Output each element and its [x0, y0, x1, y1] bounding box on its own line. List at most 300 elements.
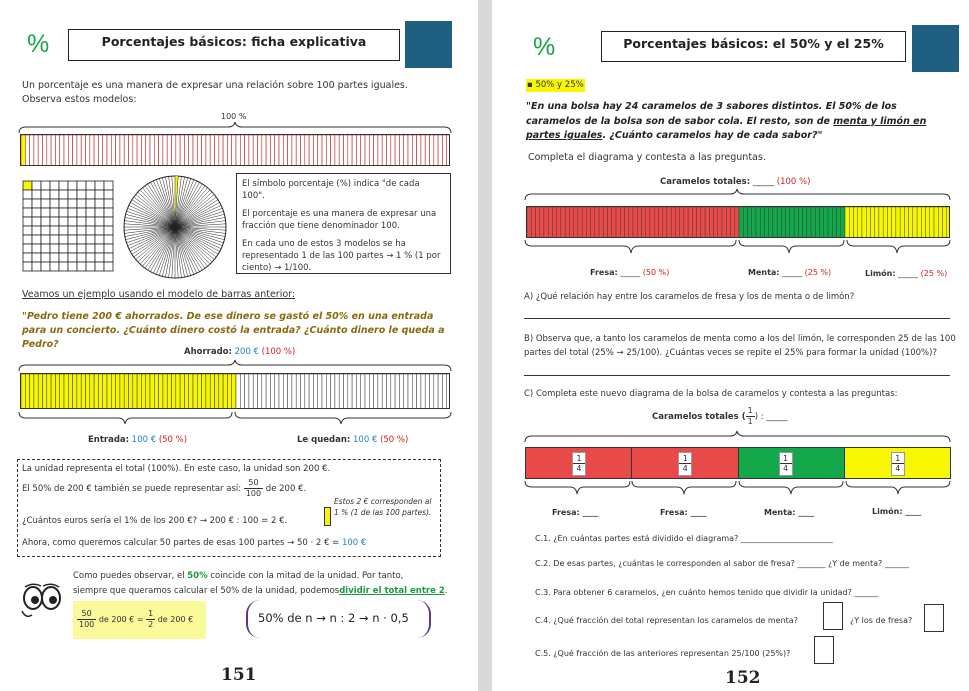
grid-cell — [41, 181, 50, 190]
grid-cell — [68, 208, 77, 217]
question-c1: C.1. ¿En cuántas partes está dividido el diagrama? _______________________ — [535, 534, 833, 543]
grid-cell — [23, 262, 32, 271]
bar-part — [38, 135, 42, 166]
savings-part — [150, 374, 154, 409]
grid-cell — [95, 181, 104, 190]
grid-cell — [95, 235, 104, 244]
candy-part — [917, 207, 921, 238]
question-b-2: partes del total (25% → 25/100). ¿Cuántas veces se repite el 25% para formar la unidad (100%)? — [524, 348, 937, 358]
candy-part — [650, 207, 654, 238]
candy-part — [527, 207, 531, 238]
frac-num: 50 — [244, 478, 263, 489]
candy-part — [853, 207, 857, 238]
candy-part — [803, 207, 807, 238]
savings-part — [404, 374, 408, 409]
bar-part — [408, 135, 412, 166]
savings-part — [395, 374, 399, 409]
savings-part — [331, 374, 335, 409]
savings-part — [339, 374, 343, 409]
candy-part — [752, 207, 756, 238]
bar-part — [98, 135, 102, 166]
candy-part — [875, 207, 879, 238]
grid-cell — [41, 253, 50, 262]
candy-part — [798, 207, 802, 238]
limon-label: Limón: — [865, 269, 896, 278]
total2-end: ) : _____ — [754, 412, 788, 422]
bar-part — [421, 135, 425, 166]
candy-part — [807, 207, 811, 238]
savings-part — [288, 374, 292, 409]
bar-part — [210, 135, 214, 166]
grid-cell — [77, 235, 86, 244]
grid-cell — [23, 181, 32, 190]
candy-part — [811, 207, 815, 238]
problem-text — [526, 100, 946, 144]
bar-part — [245, 135, 249, 166]
quarter-den: 4 — [895, 464, 901, 473]
page-151 — [0, 0, 478, 691]
candy-part — [735, 207, 739, 238]
candy-part — [828, 207, 832, 238]
grid-cell — [95, 253, 104, 262]
bar-part — [275, 135, 279, 166]
savings-part — [55, 374, 59, 409]
candy-part — [731, 207, 735, 238]
final-2a: siempre que queramos calcular el 50% de la unidad, podemos — [73, 586, 340, 596]
seg-limon: Limón: ____ — [872, 507, 922, 516]
saved-pct: (100 %) — [261, 347, 296, 357]
bar-part — [55, 135, 59, 166]
savings-part — [184, 374, 188, 409]
seg-fresa-1: Fresa: ____ — [552, 508, 599, 517]
candy-part — [608, 207, 612, 238]
grid-cell — [23, 208, 32, 217]
answer-box-menta[interactable] — [823, 602, 843, 630]
savings-part — [51, 374, 55, 409]
box-text-2a: El 50% de 200 € también se puede representar así: — [22, 484, 242, 494]
bar-part — [116, 135, 120, 166]
grid-cell — [23, 190, 32, 199]
bar-part — [344, 135, 348, 166]
candy-part — [531, 207, 535, 238]
savings-part — [335, 374, 339, 409]
quarters-brace — [524, 481, 952, 497]
candy-part — [557, 207, 561, 238]
savings-part — [292, 374, 296, 409]
candy-part — [756, 207, 760, 238]
equation — [77, 609, 193, 630]
grid-cell — [50, 190, 59, 199]
savings-part — [249, 374, 253, 409]
bar-part — [292, 135, 296, 166]
section-tag: ▪ 50% y 25% — [527, 80, 584, 90]
grid-cell — [41, 190, 50, 199]
bar-part — [266, 135, 270, 166]
grid-cell — [41, 208, 50, 217]
savings-part — [137, 374, 141, 409]
savings-part — [245, 374, 249, 409]
total2-line — [652, 406, 788, 427]
candy-part — [769, 207, 773, 238]
candy-part — [930, 207, 934, 238]
candy-part — [824, 207, 828, 238]
savings-part — [180, 374, 184, 409]
candy-split-brace — [524, 240, 952, 256]
fresa-pct: (50 %) — [642, 268, 670, 277]
quarter-label-box — [572, 452, 586, 476]
total2-brace — [524, 431, 952, 443]
grid-cell — [59, 199, 68, 208]
candy-part — [896, 207, 900, 238]
grid-cell — [95, 244, 104, 253]
eq-text1: de 200 € = — [98, 615, 144, 624]
grid-cell — [41, 217, 50, 226]
bar-part — [172, 135, 176, 166]
bar-part — [167, 135, 171, 166]
formula-box — [246, 600, 431, 638]
candy-part — [552, 207, 556, 238]
grid-cell — [50, 262, 59, 271]
fresa-label: Fresa: — [590, 268, 618, 277]
bar-part — [30, 135, 34, 166]
savings-part — [215, 374, 219, 409]
grid-cell — [32, 226, 41, 235]
page-title: Porcentajes básicos: ficha explicativa — [68, 29, 400, 61]
grid-cell — [50, 199, 59, 208]
page-number-left: 151 — [221, 665, 257, 685]
bar-part — [331, 135, 335, 166]
bar-part — [68, 135, 72, 166]
box-text-4a: Ahora, como queremos calcular 50 partes de esas 100 partes → 50 · 2 € = — [22, 538, 340, 548]
bar-part — [124, 135, 128, 166]
box-text-4 — [22, 537, 366, 550]
bar-part — [176, 135, 180, 166]
savings-part — [64, 374, 68, 409]
savings-part — [219, 374, 223, 409]
grid-cell — [95, 208, 104, 217]
bar-100-label: 100 % — [221, 112, 247, 121]
grid-cell — [41, 199, 50, 208]
grid-cell — [23, 244, 32, 253]
equation-highlight — [73, 601, 206, 639]
grid-cell — [104, 181, 113, 190]
savings-part — [116, 374, 120, 409]
bar-part — [25, 135, 29, 166]
grid-cell — [32, 253, 41, 262]
answer-box-c5[interactable] — [814, 636, 834, 664]
savings-part — [30, 374, 34, 409]
savings-part — [206, 374, 210, 409]
grid-cell — [32, 199, 41, 208]
savings-part — [344, 374, 348, 409]
candy-part — [845, 207, 849, 238]
grid-cell — [104, 226, 113, 235]
savings-part — [361, 374, 365, 409]
grid-cell — [86, 244, 95, 253]
bar-part — [90, 135, 94, 166]
grid-cell — [68, 199, 77, 208]
bar-part — [94, 135, 98, 166]
candy-part — [883, 207, 887, 238]
bar-part — [202, 135, 206, 166]
candy-part — [909, 207, 913, 238]
problem-2: . ¿Cuánto caramelos hay de cada sabor?" — [602, 130, 823, 141]
menta-line — [748, 266, 831, 279]
bar-part — [262, 135, 266, 166]
candy-part — [548, 207, 552, 238]
savings-part — [283, 374, 287, 409]
saved-line — [184, 346, 295, 359]
grid-cell — [77, 253, 86, 262]
candy-part — [790, 207, 794, 238]
question-c3: C.3. Para obtener 6 caramelos, ¿en cuánto hemos tenido que dividir la unidad? ______ — [535, 588, 879, 597]
question-c4b: ¿Y los de fresa? — [850, 616, 913, 625]
grid-cell — [68, 226, 77, 235]
total-line — [660, 176, 810, 189]
yellow-unit-marker — [324, 507, 331, 526]
savings-part — [111, 374, 115, 409]
candy-part — [747, 207, 751, 238]
bar-part — [103, 135, 107, 166]
candy-part — [620, 207, 624, 238]
bar-part — [120, 135, 124, 166]
savings-part — [103, 374, 107, 409]
answer-line-a[interactable] — [524, 318, 950, 319]
total2-num: 1 — [747, 406, 753, 415]
candy-part — [675, 207, 679, 238]
grid-cell — [86, 235, 95, 244]
savings-part — [159, 374, 163, 409]
savings-part — [81, 374, 85, 409]
grid-cell — [50, 226, 59, 235]
candy-part — [841, 207, 845, 238]
savings-part — [434, 374, 438, 409]
bar-part — [21, 135, 25, 166]
savings-part — [73, 374, 77, 409]
savings-part — [442, 374, 446, 409]
savings-part — [262, 374, 266, 409]
candy-part — [714, 207, 718, 238]
grid-cell — [41, 226, 50, 235]
box-text-4b: 100 € — [341, 538, 367, 548]
limon-blank: _____ — [898, 269, 919, 278]
bar-part — [184, 135, 188, 166]
bar-part — [34, 135, 38, 166]
savings-part — [438, 374, 442, 409]
bar-part — [47, 135, 51, 166]
bar-part — [270, 135, 274, 166]
quarter-label-box — [678, 452, 692, 476]
savings-part — [21, 374, 25, 409]
savings-part — [356, 374, 360, 409]
grid-cell — [68, 235, 77, 244]
bar-part — [107, 135, 111, 166]
grid-cell — [68, 262, 77, 271]
bar-part — [236, 135, 240, 166]
savings-part — [430, 374, 434, 409]
bar-part — [232, 135, 236, 166]
info-text-1: El símbolo porcentaje (%) indica "de cada 100". — [242, 179, 420, 201]
candy-part — [612, 207, 616, 238]
quarter-fraction — [679, 454, 691, 473]
savings-part — [369, 374, 373, 409]
candy-bar-model — [526, 206, 950, 238]
candy-part — [870, 207, 874, 238]
bar-part — [129, 135, 133, 166]
frac-den: 100 — [245, 489, 262, 498]
quarter-fresa-2 — [632, 448, 738, 478]
candy-part — [921, 207, 925, 238]
savings-part — [146, 374, 150, 409]
menta-blank: _____ — [782, 268, 803, 277]
candy-part — [794, 207, 798, 238]
grid-cell — [23, 226, 32, 235]
candy-part — [773, 207, 777, 238]
answer-box-fresa[interactable] — [924, 604, 944, 632]
box-text-1: La unidad representa el total (100%). En este caso, la unidad son 200 €. — [22, 464, 331, 474]
candy-part — [697, 207, 701, 238]
grid-cell — [59, 226, 68, 235]
bar-part — [335, 135, 339, 166]
question-b-1: B) Observa que, a tanto los caramelos de menta como a los del limón, le corresponden 25 de las 100 — [524, 334, 956, 344]
saved-label: Ahorrado: — [184, 347, 232, 357]
candy-part — [654, 207, 658, 238]
candy-part — [680, 207, 684, 238]
savings-part — [378, 374, 382, 409]
bar-part — [369, 135, 373, 166]
candy-part — [684, 207, 688, 238]
candy-part — [934, 207, 938, 238]
savings-part — [374, 374, 378, 409]
grid-cell — [59, 235, 68, 244]
savings-part — [210, 374, 214, 409]
savings-part — [447, 374, 450, 409]
bar-part — [86, 135, 90, 166]
savings-part — [107, 374, 111, 409]
savings-part — [120, 374, 124, 409]
savings-part — [193, 374, 197, 409]
bar-part — [339, 135, 343, 166]
candy-part — [535, 207, 539, 238]
grid-cell — [86, 199, 95, 208]
grid-cell — [104, 253, 113, 262]
bar-part — [137, 135, 141, 166]
candy-part — [663, 207, 667, 238]
candy-part — [603, 207, 607, 238]
bar-part — [288, 135, 292, 166]
example-problem: "Pedro tiene 200 € ahorrados. De ese dinero se gastó el 50% en una entrada para un concierto. ¿Cuánto dinero costó la entrada? ¿Cuánto dinero le queda a Pedro? — [22, 311, 445, 350]
grid-cell — [86, 262, 95, 271]
candy-part — [777, 207, 781, 238]
bar-part — [193, 135, 197, 166]
candy-part — [578, 207, 582, 238]
candy-part — [887, 207, 891, 238]
candy-part — [544, 207, 548, 238]
grid-cell — [86, 253, 95, 262]
answer-line-b[interactable] — [524, 375, 950, 376]
savings-part — [275, 374, 279, 409]
remaining-line — [297, 434, 408, 447]
quarter-fraction — [892, 454, 904, 473]
grid-cell — [59, 217, 68, 226]
bar-part — [438, 135, 442, 166]
grid-cell — [32, 181, 41, 190]
candy-part — [633, 207, 637, 238]
savings-part — [382, 374, 386, 409]
savings-part — [236, 374, 240, 409]
candy-part — [879, 207, 883, 238]
grid-cell — [77, 244, 86, 253]
box-text-3: ¿Cuántos euros sería el 1% de los 200 €? → 200 € : 100 = 2 €. — [22, 516, 288, 526]
savings-part — [391, 374, 395, 409]
box-note: Estos 2 € corresponden al 1 % (1 de las 100 partes). — [334, 497, 432, 517]
bar-part — [253, 135, 257, 166]
formula-text: 50% de n → n : 2 → n · 0,5 — [258, 611, 409, 625]
candy-part — [540, 207, 544, 238]
eq-frac-1 — [77, 609, 96, 630]
eq-den2: 2 — [148, 620, 154, 629]
info-text-2: El porcentaje es una manera de expresar una fracción que tiene denominador 100. — [242, 209, 437, 231]
quarter-den: 4 — [576, 464, 582, 473]
grid-cell — [95, 217, 104, 226]
candy-part — [913, 207, 917, 238]
candy-part — [866, 207, 870, 238]
candy-part — [862, 207, 866, 238]
problem-underlined: menta y limón en partes iguales — [526, 115, 927, 141]
info-text-3: En cada uno de estos 3 modelos se ha representado 1 de las 100 partes → 1 % (1 por ciento) → 1/100. — [242, 239, 441, 273]
eq-num1: 50 — [77, 609, 96, 620]
savings-part — [133, 374, 137, 409]
bar-part — [240, 135, 244, 166]
grid-cell — [23, 199, 32, 208]
quarter-menta — [739, 448, 845, 478]
final-text-1 — [73, 570, 403, 583]
grid-cell — [104, 190, 113, 199]
quarter-num: 1 — [679, 454, 691, 464]
savings-part — [223, 374, 227, 409]
bar-part — [442, 135, 446, 166]
grid-cell — [95, 190, 104, 199]
bar-part — [430, 135, 434, 166]
grid-cell — [23, 253, 32, 262]
candy-part — [892, 207, 896, 238]
page-title: Porcentajes básicos: el 50% y el 25% — [601, 31, 906, 62]
grid-cell — [86, 208, 95, 217]
candy-part — [781, 207, 785, 238]
savings-part — [318, 374, 322, 409]
grid-cell — [32, 217, 41, 226]
bar-part — [43, 135, 47, 166]
fresa-blank: _____ — [620, 268, 641, 277]
candy-part — [658, 207, 662, 238]
bar-part — [399, 135, 403, 166]
total-label: Caramelos totales: — [660, 177, 751, 187]
grid-cell — [68, 253, 77, 262]
savings-part — [387, 374, 391, 409]
bar-part — [258, 135, 262, 166]
bar-part — [387, 135, 391, 166]
total2-den: 1 — [747, 417, 753, 426]
bar-part — [352, 135, 356, 166]
bar-part — [60, 135, 64, 166]
page-152 — [492, 0, 969, 691]
candy-part — [561, 207, 565, 238]
savings-part — [68, 374, 72, 409]
final-1a: Como puedes observar, el — [73, 571, 185, 581]
savings-part — [270, 374, 274, 409]
savings-part — [47, 374, 51, 409]
bar-part — [180, 135, 184, 166]
